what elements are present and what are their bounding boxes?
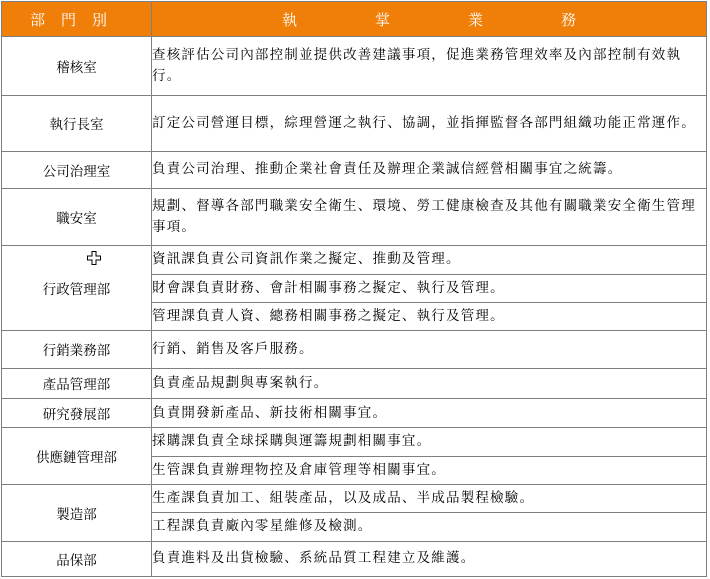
duty-cell: 生管課負責辦理物控及倉庫管理等相關事宜。 — [152, 456, 707, 484]
duty-cell: 負責公司治理、推動企業社會責任及辦理企業誠信經營相關事宜之統籌。 — [152, 152, 707, 188]
department-cell: 執行長室 — [2, 95, 152, 152]
table-row — [2, 246, 707, 274]
department-cell: 品保部 — [2, 541, 152, 576]
department-cell: 稽核室 — [2, 37, 152, 96]
duties-header: 執掌業務 — [152, 2, 707, 37]
table-row — [2, 152, 707, 188]
duty-cell: 規劃、督導各部門職業安全衛生、環境、勞工健康檢查及其他有關職業安全衛生管理事項。 — [152, 188, 707, 246]
table-row — [2, 188, 707, 246]
department-cell: 製造部 — [2, 484, 152, 541]
department-duties-table — [1, 1, 707, 577]
department-cell: 職安室 — [2, 188, 152, 246]
duty-cell: 生產課負責加工、組裝產品，以及成品、半成品製程檢驗。 — [152, 484, 707, 512]
duty-cell: 採購課負責全球採購與運籌規劃相關事宜。 — [152, 428, 707, 456]
duty-cell: 管理課負責人資、總務相關事務之擬定、執行及管理。 — [152, 302, 707, 330]
duty-cell: 負責產品規劃與專案執行。 — [152, 368, 707, 398]
duty-cell: 查核評估公司內部控制並提供改善建議事項，促進業務管理效率及內部控制有效執行。 — [152, 37, 707, 96]
table-row — [2, 428, 707, 456]
department-cell: 行銷業務部 — [2, 331, 152, 368]
table-row — [2, 541, 707, 576]
department-cell: 供應鏈管理部 — [2, 428, 152, 485]
duty-cell: 行銷、銷售及客戶服務。 — [152, 331, 707, 368]
table-row — [2, 368, 707, 398]
table-row — [2, 484, 707, 512]
department-cell: 行政管理部 — [2, 246, 152, 331]
table-row — [2, 331, 707, 368]
crosshair-cursor-icon — [87, 251, 101, 265]
table-row — [2, 37, 707, 96]
department-header: 部門別 — [2, 2, 152, 37]
duty-cell: 負責開發新產品、新技術相關事宜。 — [152, 398, 707, 427]
duty-cell: 財會課負責財務、會計相關事務之擬定、執行及管理。 — [152, 274, 707, 302]
duty-cell: 工程課負責廠內零星維修及檢測。 — [152, 513, 707, 541]
department-cell: 公司治理室 — [2, 152, 152, 188]
department-cell: 研究發展部 — [2, 398, 152, 427]
header-row — [2, 2, 707, 37]
duty-cell: 負責進料及出貨檢驗、系統品質工程建立及維護。 — [152, 541, 707, 576]
department-cell: 產品管理部 — [2, 368, 152, 398]
table-row — [2, 398, 707, 427]
duty-cell: 訂定公司營運目標，綜理營運之執行、協調，並指揮監督各部門組織功能正常運作。 — [152, 95, 707, 152]
table-row — [2, 95, 707, 152]
duty-cell: 資訊課負責公司資訊作業之擬定、推動及管理。 — [152, 246, 707, 274]
